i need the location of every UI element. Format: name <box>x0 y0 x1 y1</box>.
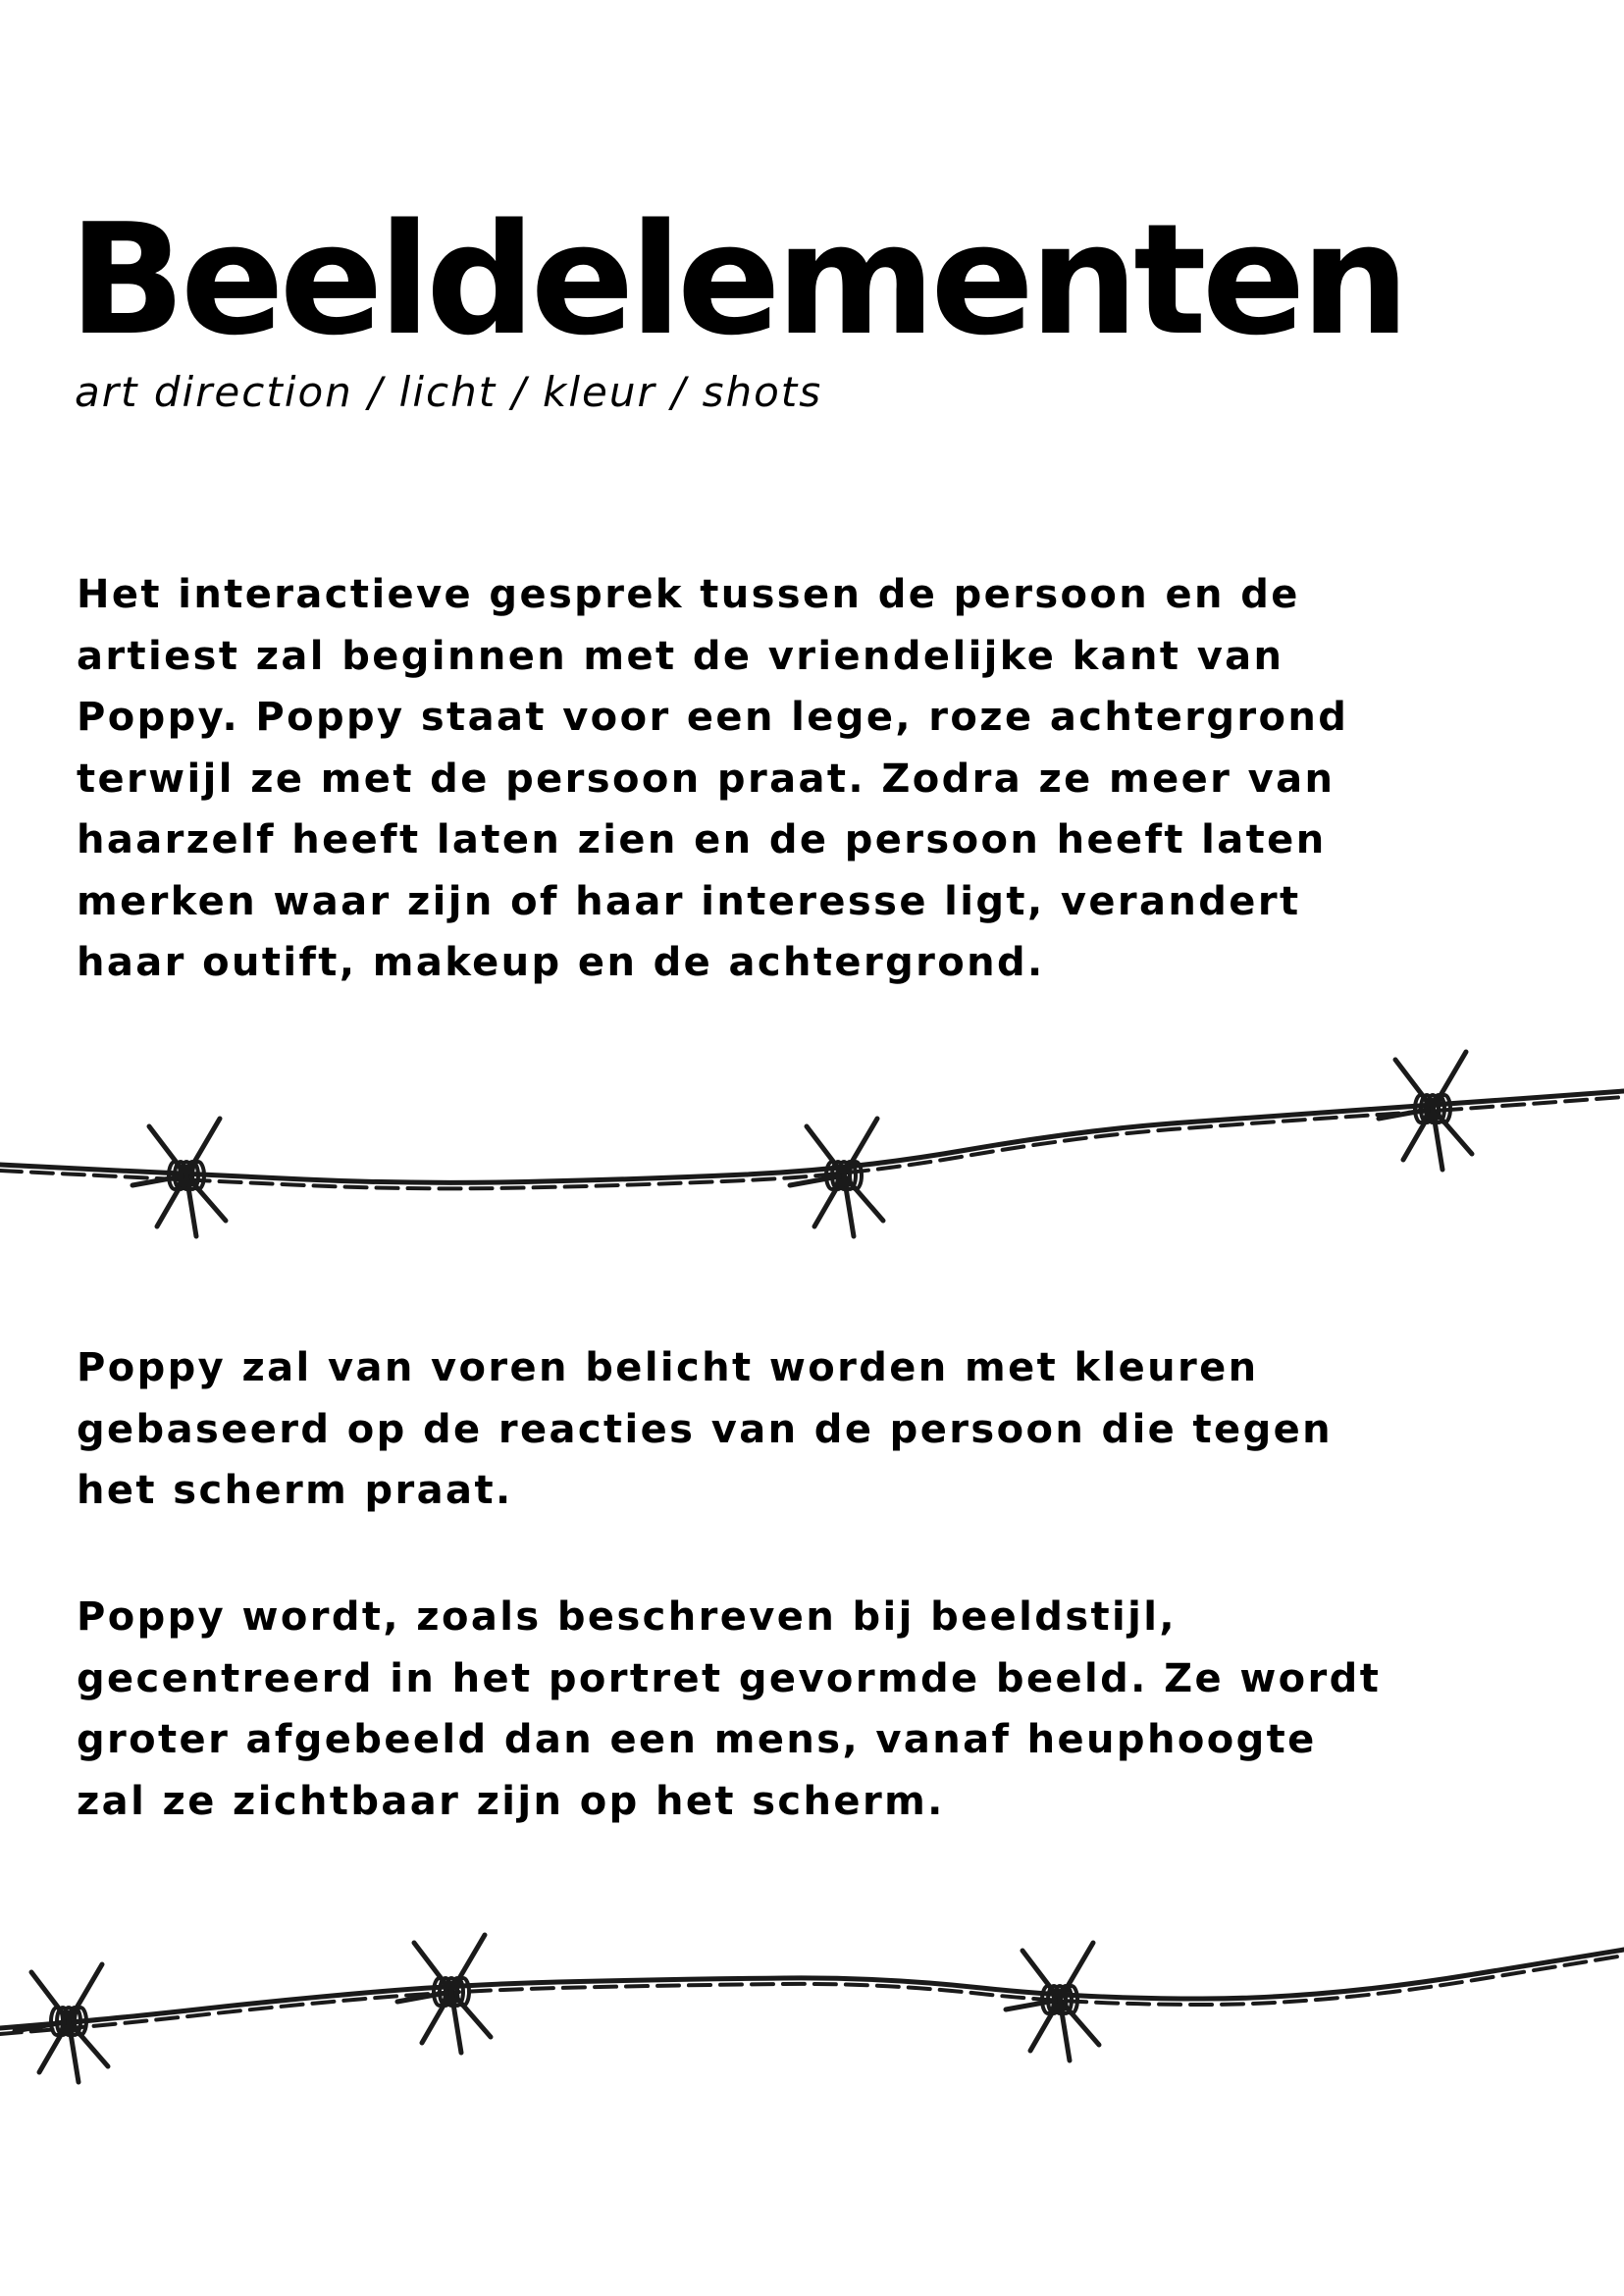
intro-paragraph <box>77 564 1348 994</box>
paragraph-line: merken waar zijn of haar interesse ligt, verandert <box>77 878 1301 924</box>
barb <box>15 1964 108 2082</box>
page-title: Beeldelementen <box>69 190 1405 369</box>
paragraph-line: groter afgebeeld dan een mens, vanaf heuphoogte <box>77 1717 1317 1762</box>
paragraph-line: artiest zal beginnen met de vriendelijke kant van <box>77 633 1284 679</box>
paragraph-line: het scherm praat. <box>77 1468 513 1513</box>
paragraph-line: Het interactieve gesprek tussen de persoon en de <box>77 572 1300 617</box>
paragraph-line: Poppy. Poppy staat voor een lege, roze achtergrond <box>77 695 1349 740</box>
wire-strand <box>0 1956 1624 2034</box>
paragraph-line: Poppy zal van voren belicht worden met kleuren <box>77 1345 1259 1390</box>
lighting-paragraph <box>77 1337 1333 1522</box>
barbed-wire-divider-bottom <box>0 1884 1624 2119</box>
wire-strand <box>0 1950 1624 2028</box>
paragraph-line: gebaseerd op de reacties van de persoon die tegen <box>77 1406 1334 1452</box>
paragraph-line: zal ze zichtbaar zijn op het scherm. <box>77 1778 945 1824</box>
paragraph-line: terwijl ze met de persoon praat. Zodra ze meer van <box>77 756 1336 802</box>
paragraph-line: haarzelf heeft laten zien en de persoon heeft laten <box>77 817 1327 862</box>
paragraph-line: Poppy wordt, zoals beschreven bij beeldstijl, <box>77 1594 1177 1640</box>
framing-paragraph <box>77 1587 1381 1832</box>
barbed-wire-divider-top <box>0 1011 1624 1246</box>
paragraph-line: gecentreerd in het portret gevormde beeld. Ze wordt <box>77 1655 1382 1701</box>
paragraph-line: haar outift, makeup en de achtergrond. <box>77 940 1045 985</box>
page-subtitle: art direction / licht / kleur / shots <box>75 368 823 416</box>
